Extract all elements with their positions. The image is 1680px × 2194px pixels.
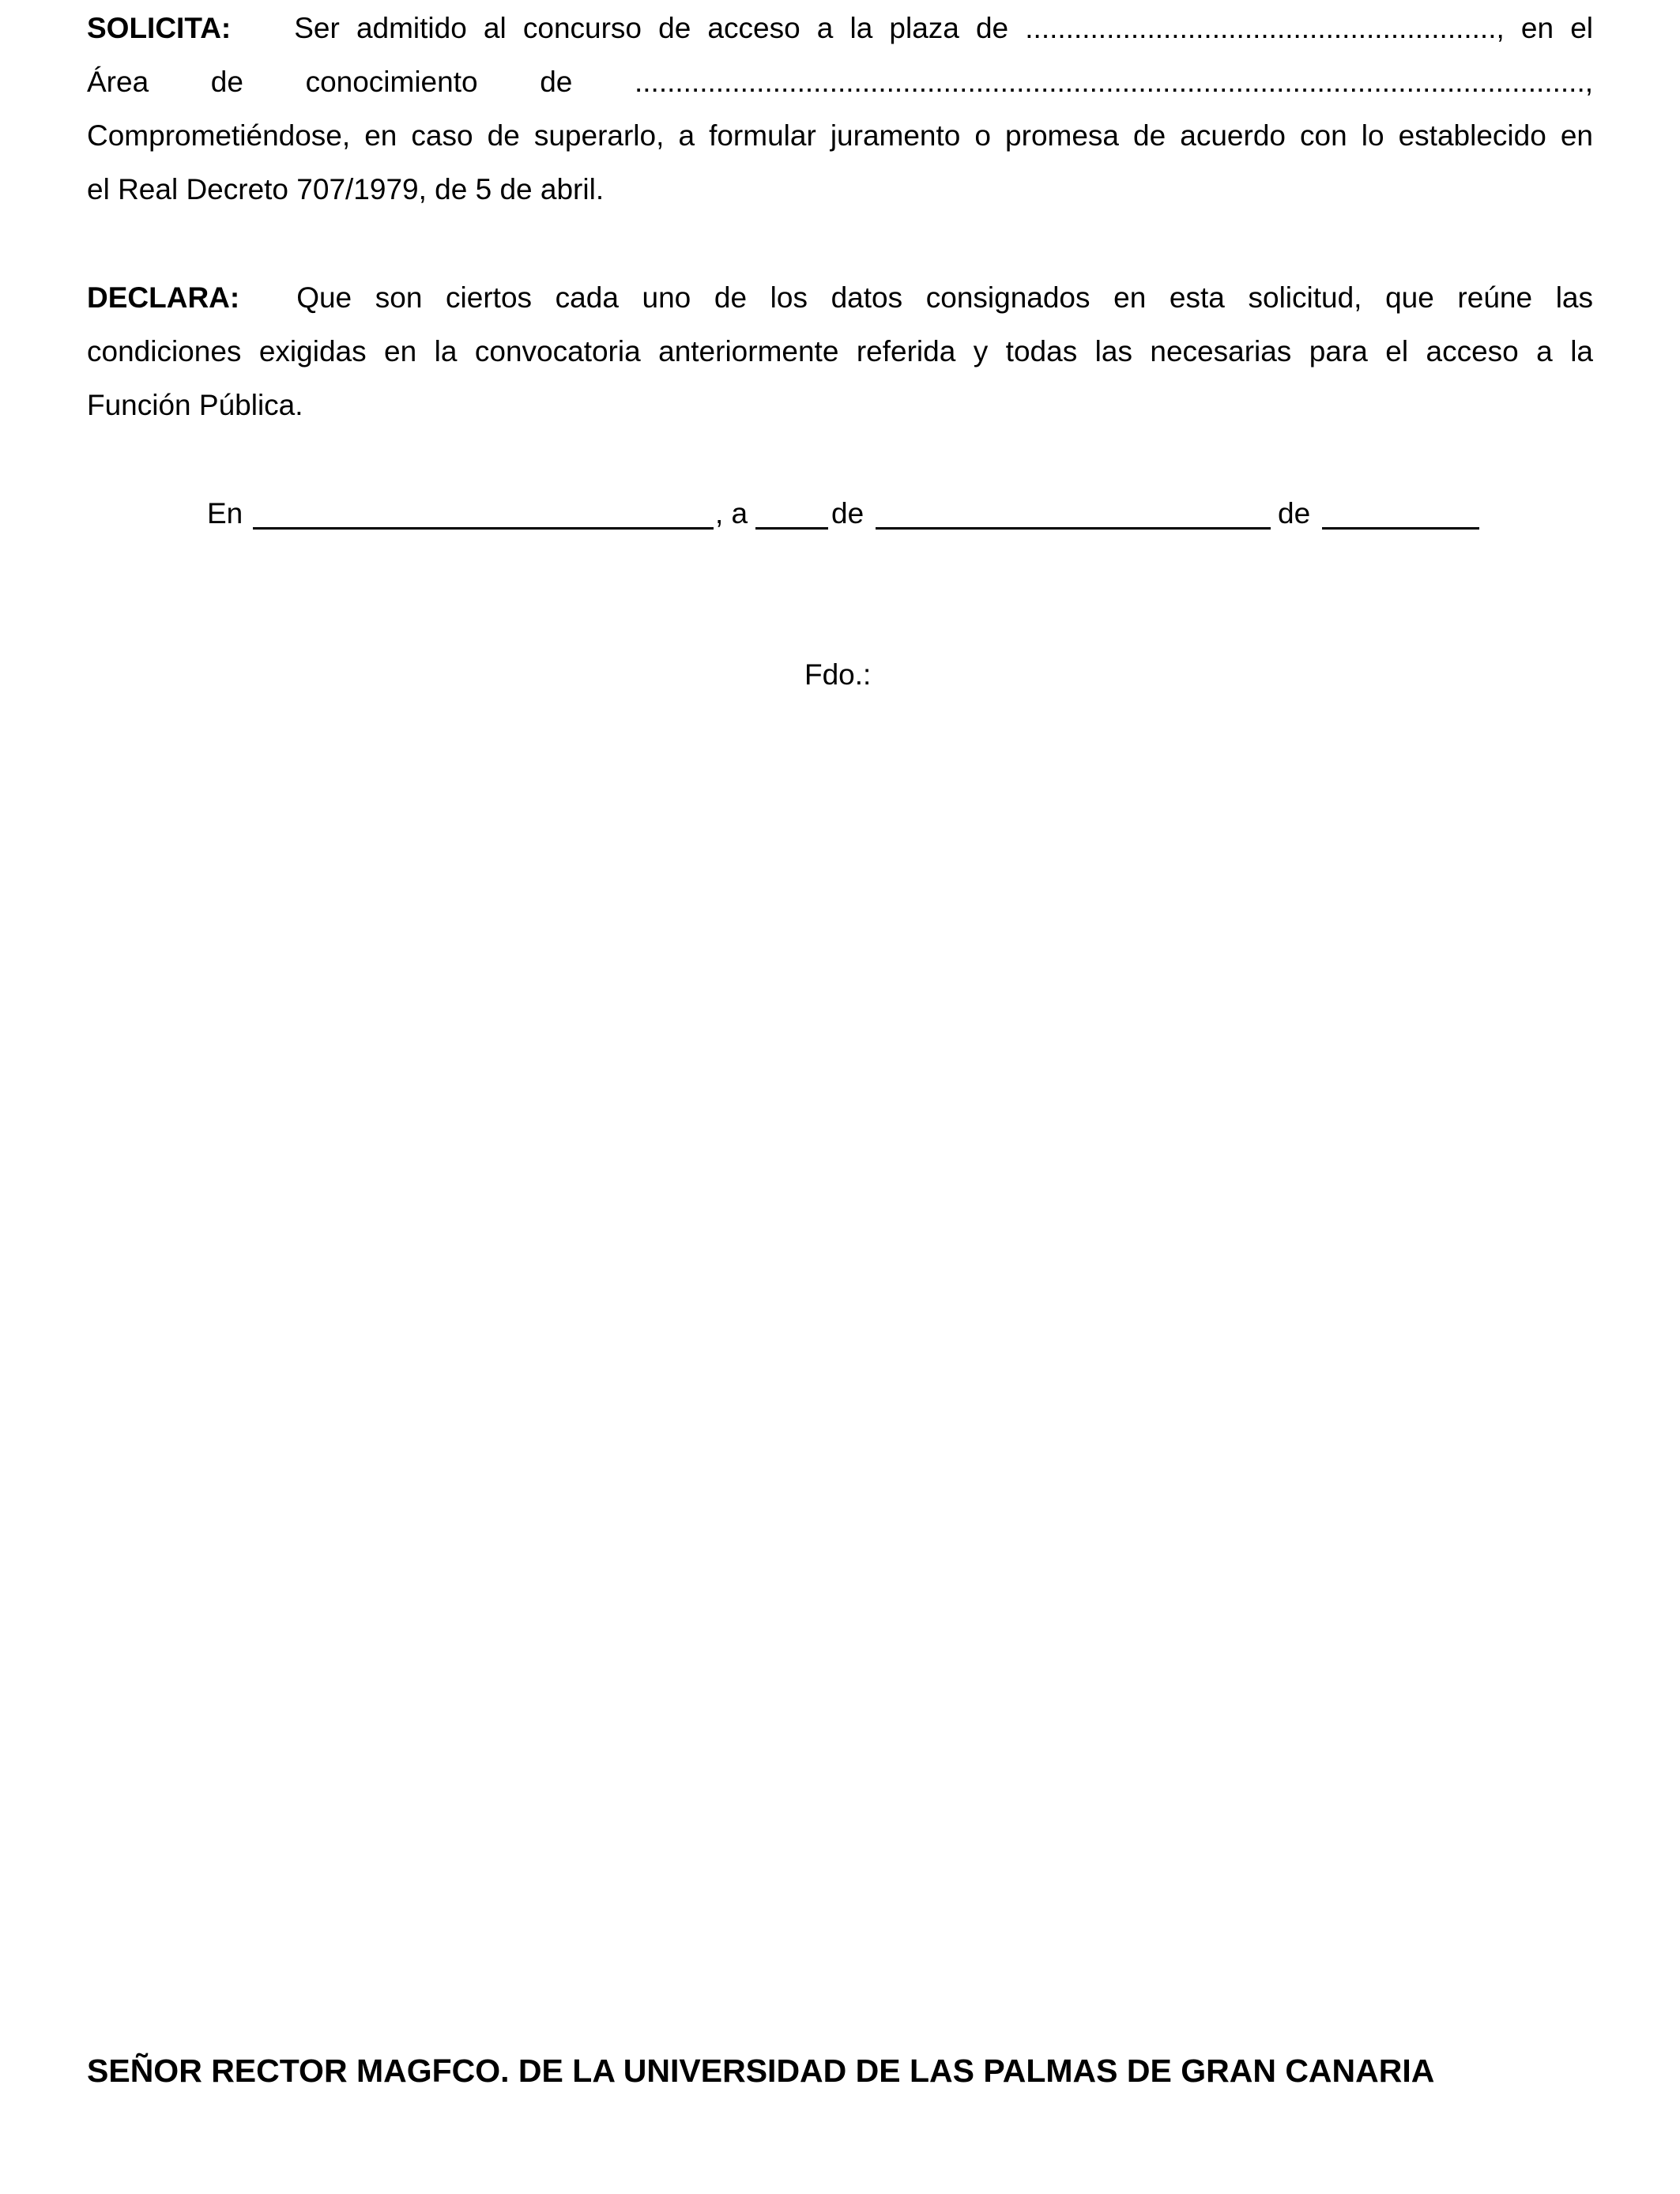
declara-line-1 (87, 281, 1593, 315)
place-blank[interactable] (253, 527, 714, 530)
declara-line-3: Función Pública. (87, 389, 303, 421)
date-a-label: , a (715, 497, 748, 530)
solicita-line-1 (87, 11, 1593, 46)
date-de-label-1: de (831, 497, 864, 530)
solicita-line-4: el Real Decreto 707/1979, de 5 de abril. (87, 173, 605, 205)
solicita-text-line-1: Ser admitido al concurso de acceso a la plaza de .........................................................., en el (294, 12, 1593, 44)
signature-label: Fdo.: (804, 658, 872, 691)
year-blank[interactable] (1322, 527, 1479, 530)
date-en-label: En (207, 497, 243, 530)
solicita-line-3: Comprometiéndose, en caso de superarlo, a formular juramento o promesa de acuerdo con lo establecido en (87, 119, 1593, 152)
solicita-label: SOLICITA: (87, 12, 232, 44)
addressee-footer: SEÑOR RECTOR MAGFCO. DE LA UNIVERSIDAD DE LAS PALMAS DE GRAN CANARIA (87, 2053, 1435, 2089)
declara-label: DECLARA: (87, 281, 240, 314)
day-blank[interactable] (755, 527, 828, 530)
declara-line-2: condiciones exigidas en la convocatoria anteriormente referida y todas las necesarias para el acceso a la (87, 335, 1593, 368)
month-blank[interactable] (876, 527, 1271, 530)
declara-text-line-1: Que son ciertos cada uno de los datos consignados en esta solicitud, que reúne las (296, 281, 1593, 314)
solicita-line-2: Área de conocimiento de ....................................................................................................................., (87, 66, 1593, 98)
date-de-label-2: de (1278, 497, 1311, 530)
